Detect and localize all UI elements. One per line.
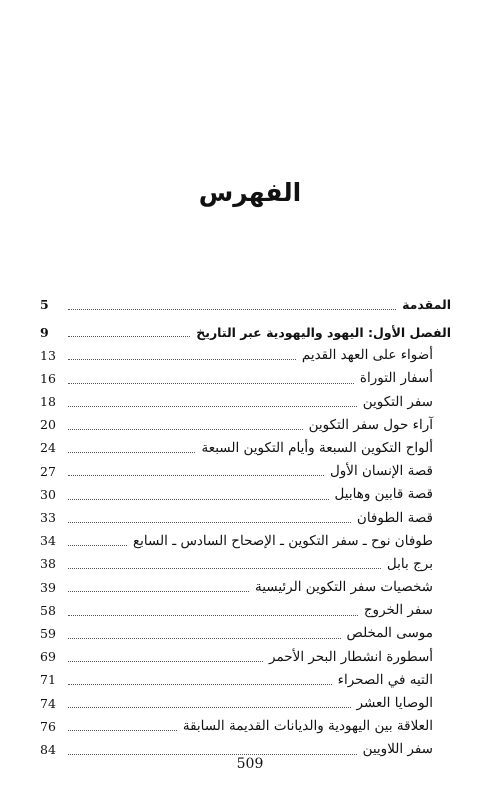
toc-entry-title: الفصل الأول: اليهود واليهودية عبر التاريخ xyxy=(196,324,451,340)
toc-entry xyxy=(40,553,451,576)
toc-entry-page: 24 xyxy=(40,440,56,456)
toc-entry xyxy=(40,530,451,553)
toc-entry-title: أضواء على العهد القديم xyxy=(301,347,433,364)
toc-entry xyxy=(40,460,451,483)
toc-entry-title: قصة الطوفان xyxy=(356,509,433,526)
toc-entry xyxy=(40,344,451,367)
dot-leader xyxy=(68,475,324,476)
toc-entry-title: سفر اللاويين xyxy=(362,741,433,758)
toc-entry xyxy=(40,507,451,530)
dot-leader xyxy=(68,359,296,360)
toc-entry-title: التيه في الصحراء xyxy=(337,671,433,688)
dot-leader xyxy=(68,661,263,662)
toc-entry xyxy=(40,368,451,391)
dot-leader xyxy=(68,499,329,500)
dot-leader xyxy=(68,615,358,616)
toc-entry-page: 33 xyxy=(40,510,56,526)
toc-entry-title: قصة الإنسان الأول xyxy=(329,463,433,480)
toc-entry xyxy=(40,484,451,507)
table-of-contents xyxy=(40,294,451,758)
toc-entry xyxy=(40,599,451,622)
dot-leader xyxy=(68,452,195,453)
toc-entry-title: موسى المخلص xyxy=(346,625,433,642)
toc-entry xyxy=(40,715,451,738)
toc-entry-title: سفر التكوين xyxy=(362,393,433,410)
toc-entry-page: 84 xyxy=(40,741,56,757)
dot-leader xyxy=(68,707,351,708)
dot-leader xyxy=(68,522,351,523)
toc-entry-title: طوفان نوح ـ سفر التكوين ـ الإصحاح السادس ـ السابع xyxy=(132,532,433,549)
toc-entry-page: 34 xyxy=(40,533,56,549)
toc-entry-page: 74 xyxy=(40,695,56,711)
toc-entry-page: 20 xyxy=(40,417,56,433)
toc-entry-page: 71 xyxy=(40,672,56,688)
toc-entry-title: أسفار التوراة xyxy=(359,370,433,387)
toc-entry-page: 59 xyxy=(40,625,56,641)
dot-leader xyxy=(68,568,381,569)
toc-entry xyxy=(40,391,451,414)
toc-entry xyxy=(40,646,451,669)
toc-entry-page: 5 xyxy=(40,297,49,313)
dot-leader xyxy=(68,309,396,310)
dot-leader xyxy=(68,429,303,430)
toc-entry xyxy=(40,294,451,317)
toc-entry-title: ألواح التكوين السبعة وأيام التكوين السبعة xyxy=(201,439,433,456)
toc-entry-page: 58 xyxy=(40,602,56,618)
toc-entry xyxy=(40,669,451,692)
page-number: 509 xyxy=(236,756,264,772)
toc-entry-page: 27 xyxy=(40,463,56,479)
dot-leader xyxy=(68,591,249,592)
dot-leader xyxy=(68,754,357,755)
dot-leader xyxy=(68,336,190,337)
dot-leader xyxy=(68,406,357,407)
toc-entry xyxy=(40,414,451,437)
toc-entry-page: 69 xyxy=(40,649,56,665)
toc-entry-page: 30 xyxy=(40,486,56,502)
toc-entry-title: أسطورة انشطار البحر الأحمر xyxy=(269,648,433,665)
toc-entry-page: 39 xyxy=(40,579,56,595)
toc-entry xyxy=(40,692,451,715)
toc-entry-page: 76 xyxy=(40,718,56,734)
toc-entry-page: 18 xyxy=(40,394,56,410)
toc-entry xyxy=(40,576,451,599)
toc-entry-page: 9 xyxy=(40,324,49,340)
toc-entry-page: 16 xyxy=(40,370,56,386)
toc-entry xyxy=(40,321,451,344)
dot-leader xyxy=(68,730,177,731)
toc-entry-title: العلاقة بين اليهودية والديانات القديمة السابقة xyxy=(182,718,433,735)
dot-leader xyxy=(68,684,332,685)
page-title: الفهرس xyxy=(198,178,302,207)
toc-entry-page: 38 xyxy=(40,556,56,572)
toc-entry-title: المقدمة xyxy=(402,297,451,313)
toc-entry-title: برج بابل xyxy=(386,555,433,572)
toc-entry-title: سفر الخروج xyxy=(363,602,433,619)
toc-entry xyxy=(40,437,451,460)
toc-entry-title: الوصايا العشر xyxy=(356,695,433,712)
toc-entry-title: قصة قابين وهابيل xyxy=(334,486,433,503)
dot-leader xyxy=(68,638,341,639)
dot-leader xyxy=(68,545,127,546)
dot-leader xyxy=(68,383,354,384)
toc-entry xyxy=(40,623,451,646)
toc-entry-title: آراء حول سفر التكوين xyxy=(308,416,433,433)
toc-entry-title: شخصيات سفر التكوين الرئيسية xyxy=(255,579,433,596)
toc-entry-page: 13 xyxy=(40,347,56,363)
